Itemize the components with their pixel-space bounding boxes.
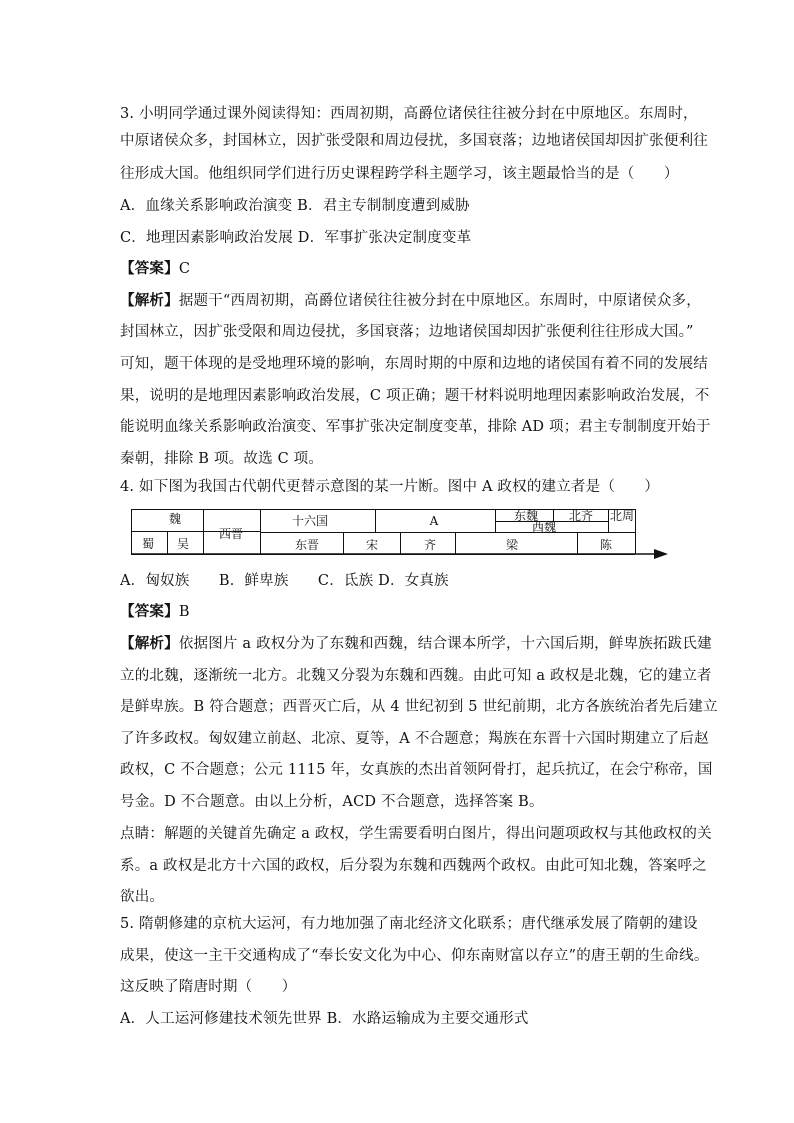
analysis-text: 依据图片 a 政权分为了东魏和西魏，结合课本所学，十六国后期，鲜卑族拓跋氏建 [178,636,712,652]
q3-stem-line-2: 中原诸侯众多，封国林立，因扩张受限和周边侵扰，多国衰落；边地诸侯国却因扩张便利往 [120,133,708,149]
cell-shiliuguo: 十六国 [291,514,328,528]
q3-stem-line-3: 往形成大国。他组织同学们进行历史课程跨学科主题学习，该主题最恰当的是（ ） [120,166,679,182]
cell-liang: 梁 [505,538,518,552]
cell-dongwei: 东魏 [513,509,538,523]
cell-dongjin: 东晋 [294,538,319,552]
q3-analysis-line-6: 秦朝，排除 B 项。故选 C 项。 [120,451,324,467]
cell-wu: 吴 [176,537,189,551]
q4-tip-line-3: 欲出。 [120,889,165,905]
q3-analysis-line-3: 可知，题干体现的是受地理环境的影响，东周时期的中原和边地的诸侯国有着不同的发展结 [120,356,708,372]
q3-analysis-line-2: 封国林立，因扩张受限和周边侵扰，多国衰落；边地诸侯国却因扩张便利往往形成大国。” [120,324,694,340]
cell-xijin: 西晋 [218,527,243,541]
tip-text: 解题的关键首先确定 a 政权，学生需要看明白图片，得出问题项政权与其他政权的关 [164,826,712,842]
q3-analysis-line-4: 果，说明的是地理因素影响政治发展，C 项正确；题干材料说明地理因素影响政治发展，不 [120,388,710,404]
q5-stem-line-2: 成果，使这一主干交通构成了“奉长安文化为中心、仰东南财富以存立”的唐王朝的生命线。 [120,948,709,964]
cell-shu: 蜀 [141,537,154,551]
q4-analysis-line-4: 了许多政权。匈奴建立前赵、北凉、夏等，A 不合题意；羯族在东晋十六国时期建立了后赵 [120,731,709,747]
q4-analysis-line-3: 是鲜卑族。B 符合题意；西晋灭亡后，从 4 世纪初到 5 世纪前期，北方各族统治者先后建立 [120,699,718,715]
q5-stem-line-1: 5. 隋朝修建的京杭大运河，有力地加强了南北经济文化联系；唐代继承发展了隋朝的建设 [120,916,698,932]
q4-analysis-line-1 [120,634,712,654]
cell-wei: 魏 [168,512,181,526]
answer-tag: 【答案】 [120,603,179,620]
q4-answer [120,602,680,622]
q3-analysis-line-5: 能说明血缘关系影响政治演变、军事扩张决定制度变革，排除 AD 项；君主专制制度开始于 [120,419,711,435]
q3-stem-line-1: 3. 小明同学通过课外阅读得知：西周初期，高爵位诸侯往往被分封在中原地区。东周时， [120,106,698,122]
analysis-tag: 【解析】 [120,292,179,309]
cell-beizhou: 北周 [609,509,634,523]
q5-stem-line-3: 这反映了隋唐时期（ ） [120,979,297,995]
answer-value: C [178,261,191,277]
q4-tip-line-2: 系。a 政权是北方十六国的政权，后分裂为东魏和西魏两个政权。由此可知北魏，答案呼之 [120,858,707,874]
analysis-tag: 【解析】 [120,635,179,652]
q4-options: A．匈奴族 B．鲜卑族 C．氐族 D．女真族 [120,573,449,589]
cell-beiqi: 北齐 [568,509,593,523]
cell-chen: 陈 [599,538,612,552]
q4-analysis-line-2: 立的北魏，逐渐统一北方。北魏又分裂为东魏和西魏。由此可知 a 政权是北魏，它的建立者 [120,668,712,684]
analysis-text: 据题干“西周初期，高爵位诸侯往往被分封在中原地区。东周时，中原诸侯众多， [178,293,701,309]
q5-options-ab: A．人工运河修建技术领先世界 B．水路运输成为主要交通形式 [120,1011,529,1027]
cell-a: A [429,514,439,528]
q4-stem: 4. 如下图为我国古代朝代更替示意图的某一片断。图中 A 政权的建立者是（ ） [120,479,660,495]
q4-analysis-line-5: 政权，C 不合题意；公元 1115 年，女真族的杰出首领阿骨打，起兵抗辽，在会宁称帝，国 [120,762,713,778]
cell-qi: 齐 [423,538,436,552]
answer-tag: 【答案】 [120,260,179,277]
q4-tip-line-1 [120,824,712,844]
q4-analysis-line-6: 号金。D 不合题意。由以上分析，ACD 不合题意，选择答案 B。 [120,794,544,810]
cell-song: 宋 [365,538,378,552]
cell-xiwei: 西魏 [531,520,556,534]
tip-tag: 点睛： [120,826,165,842]
answer-value: B [178,604,190,620]
q3-options-cd: C．地理因素影响政治发展 D．军事扩张决定制度变革 [120,230,472,246]
q3-options-ab: A．血缘关系影响政治演变 B．君主专制制度遭到威胁 [120,198,470,214]
